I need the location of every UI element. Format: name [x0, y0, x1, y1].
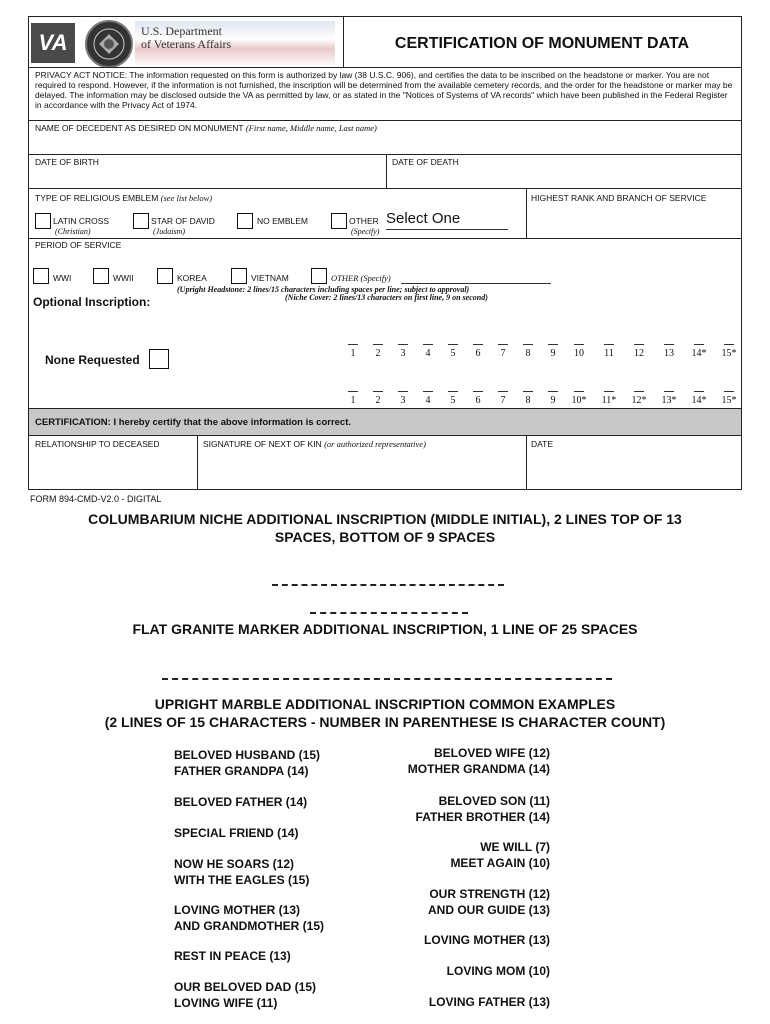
inscription-char-number: 12*: [631, 395, 647, 406]
example-line: LOVING FATHER (13): [428, 995, 550, 1009]
inscription-char-underline[interactable]: [694, 391, 704, 392]
rank-label: HIGHEST RANK AND BRANCH OF SERVICE: [531, 193, 707, 203]
dept-name: [141, 25, 231, 51]
inscription-char-number: 10: [574, 348, 584, 359]
latin-cross-checkbox[interactable]: [35, 213, 51, 229]
va-seal-icon: [85, 20, 133, 68]
inscription-char-underline[interactable]: [373, 391, 383, 392]
date-label: DATE: [531, 439, 554, 449]
korea-label: KOREA: [177, 273, 207, 283]
inscription-char-underline[interactable]: [348, 391, 358, 392]
example-inscription: [380, 994, 550, 1010]
none-requested-label: None Requested: [45, 353, 140, 367]
inscription-char-underline[interactable]: [634, 391, 644, 392]
example-line: NOW HE SOARS (12): [174, 857, 295, 871]
inscription-char-number: 9: [550, 395, 556, 406]
inscription-char-underline[interactable]: [373, 344, 383, 345]
inscription-char-number: 9: [550, 348, 556, 359]
example-line: REST IN PEACE (13): [174, 949, 291, 963]
niche-note: (Niche Cover: 2 lines/13 characters on first line, 9 on second): [285, 293, 488, 302]
emblem-label: [35, 193, 212, 203]
decedent-name-field[interactable]: [31, 135, 739, 153]
emblem-select-value: Select One: [386, 210, 461, 227]
inscription-char-underline[interactable]: [523, 344, 533, 345]
inscription-char-number: 15*: [721, 395, 737, 406]
inscription-char-number: 11: [604, 348, 614, 359]
example-line: WE WILL (7): [480, 840, 550, 854]
example-inscription: [174, 747, 320, 779]
inscription-char-number: 1: [350, 348, 356, 359]
example-inscription: [380, 932, 550, 948]
inscription-char-number: 14*: [691, 348, 707, 359]
example-inscription: [174, 794, 307, 810]
columbarium-line-1[interactable]: [272, 570, 504, 586]
example-inscription: [174, 902, 324, 934]
decedent-name-label: [35, 123, 377, 133]
no-emblem-checkbox[interactable]: [237, 213, 253, 229]
relationship-field[interactable]: [31, 451, 193, 487]
upright-title-line-1: UPRIGHT MARBLE ADDITIONAL INSCRIPTION COMMON EXAMPLES: [154, 696, 616, 712]
columbarium-line-2[interactable]: [310, 598, 468, 614]
va-logo: VA: [31, 23, 75, 63]
inscription-char-underline[interactable]: [548, 391, 558, 392]
columbarium-title: [0, 510, 770, 546]
example-line: LOVING MOTHER (13): [423, 933, 550, 947]
inscription-char-underline[interactable]: [523, 391, 533, 392]
rank-field[interactable]: [529, 205, 739, 235]
inscription-char-number: 13: [664, 348, 674, 359]
other-period-label: OTHER (Specify): [331, 273, 391, 283]
form-id: FORM 894-CMD-V2.0 - DIGITAL: [30, 494, 162, 504]
inscription-char-underline[interactable]: [634, 344, 644, 345]
other-period-field[interactable]: [401, 269, 551, 284]
example-inscription: [174, 825, 298, 841]
inscription-char-number: 15*: [721, 348, 737, 359]
inscription-char-underline[interactable]: [724, 344, 734, 345]
dept-line-1: U.S. Department: [141, 24, 222, 38]
other-period-checkbox[interactable]: [311, 268, 327, 284]
no-emblem-label: NO EMBLEM: [257, 216, 309, 226]
latin-cross-label: LATIN CROSS: [53, 216, 110, 226]
inscription-char-number: 12: [634, 348, 644, 359]
example-line: LOVING WIFE (11): [174, 996, 278, 1010]
example-inscription: [380, 839, 550, 871]
inscription-char-number: 11*: [601, 395, 617, 406]
example-line: SPECIAL FRIEND (14): [174, 826, 299, 840]
inscription-char-number: 3: [400, 348, 406, 359]
inscription-char-number: 7: [500, 348, 506, 359]
inscription-char-underline[interactable]: [498, 344, 508, 345]
wwii-checkbox[interactable]: [93, 268, 109, 284]
latin-cross-sub: (Christian): [55, 227, 91, 236]
other-emblem-sub: (Specify): [351, 227, 380, 236]
vietnam-checkbox[interactable]: [231, 268, 247, 284]
inscription-char-underline[interactable]: [498, 391, 508, 392]
other-emblem-checkbox[interactable]: [331, 213, 347, 229]
korea-checkbox[interactable]: [157, 268, 173, 284]
inscription-char-underline[interactable]: [398, 391, 408, 392]
period-label: PERIOD OF SERVICE: [35, 240, 122, 250]
example-line: AND OUR GUIDE (13): [427, 903, 550, 917]
upright-note: (Upright Headstone: 2 lines/15 characters including spaces per line; subject to approval): [177, 285, 470, 294]
inscription-char-underline[interactable]: [548, 344, 558, 345]
vietnam-label: VIETNAM: [251, 273, 289, 283]
upright-title-line-2: (2 LINES OF 15 CHARACTERS - NUMBER IN PARENTHESE IS CHARACTER COUNT): [104, 714, 666, 730]
inscription-char-number: 5: [450, 395, 456, 406]
privacy-notice: PRIVACY ACT NOTICE: The information requested on this form is authorized by law (38 U.S.C. 906), and certifies the data to be inscribed on the headstone or marker. You are not required to respond. However, if the information is not furnished, the inscription will be determined from the available cemetery records, and the order for the headstone or marker may be delayed. The information may be disclosed outside the VA as permitted by law, or as stated in the "Notices of Systems of VA records" which have been published in the Federal Register in accordance with the Privacy Act of 1974.: [35, 70, 733, 110]
signature-label: [203, 439, 426, 449]
example-inscription: [174, 856, 309, 888]
inscription-char-number: 2: [375, 395, 381, 406]
inscription-char-underline[interactable]: [664, 344, 674, 345]
inscription-char-number: 8: [525, 395, 531, 406]
example-line: WITH THE EAGLES (15): [174, 873, 310, 887]
emblem-label-text: TYPE OF RELIGIOUS EMBLEM: [35, 193, 159, 203]
example-line: BELOVED HUSBAND (15): [174, 748, 321, 762]
certification-text: CERTIFICATION: I hereby certify that the above information is correct.: [35, 417, 352, 428]
relationship-label: RELATIONSHIP TO DECEASED: [35, 439, 160, 449]
inscription-char-number: 10*: [571, 395, 587, 406]
inscription-char-underline[interactable]: [574, 344, 584, 345]
example-line: AND GRANDMOTHER (15): [174, 919, 324, 933]
date-field[interactable]: [529, 451, 739, 487]
inscription-char-number: 6: [475, 395, 481, 406]
example-inscription: [174, 948, 291, 964]
example-line: MOTHER GRANDMA (14): [407, 762, 550, 776]
inscription-char-underline[interactable]: [574, 391, 584, 392]
other-emblem-label: OTHER: [349, 216, 379, 226]
inscription-char-underline[interactable]: [724, 391, 734, 392]
signature-field[interactable]: [201, 451, 523, 487]
inscription-char-number: 2: [375, 348, 381, 359]
inscription-char-underline[interactable]: [473, 344, 483, 345]
dod-field[interactable]: [389, 168, 739, 186]
flat-granite-title: FLAT GRANITE MARKER ADDITIONAL INSCRIPTION, 1 LINE OF 25 SPACES: [132, 621, 638, 637]
inscription-char-number: 7: [500, 395, 506, 406]
inscription-char-number: 8: [525, 348, 531, 359]
inscription-char-underline[interactable]: [604, 344, 614, 345]
signature-label-text: SIGNATURE OF NEXT OF KIN: [203, 439, 322, 449]
inscription-char-underline[interactable]: [664, 391, 674, 392]
star-of-david-checkbox[interactable]: [133, 213, 149, 229]
inscription-char-number: 14*: [691, 395, 707, 406]
page-title: CERTIFICATION OF MONUMENT DATA: [394, 35, 690, 52]
decedent-name-hint: (First name, Middle name, Last name): [245, 123, 377, 133]
example-line: BELOVED WIFE (12): [433, 746, 550, 760]
signature-hint: (or authorized representative): [324, 439, 426, 449]
example-inscription: [380, 745, 550, 777]
dob-label: DATE OF BIRTH: [35, 157, 99, 167]
columbarium-title-line-1: COLUMBARIUM NICHE ADDITIONAL INSCRIPTION (MIDDLE INITIAL), 2 LINES TOP OF 13: [88, 511, 682, 527]
wwi-checkbox[interactable]: [33, 268, 49, 284]
columbarium-title-line-2: SPACES, BOTTOM OF 9 SPACES: [274, 529, 496, 545]
wwii-label: WWII: [113, 273, 134, 283]
example-line: LOVING MOM (10): [446, 964, 550, 978]
inscription-char-underline[interactable]: [604, 391, 614, 392]
inscription-char-number: 6: [475, 348, 481, 359]
inscription-char-number: 4: [425, 348, 431, 359]
inscription-char-underline[interactable]: [473, 391, 483, 392]
dob-field[interactable]: [31, 168, 381, 186]
example-line: BELOVED SON (11): [438, 794, 550, 808]
upright-title: [0, 695, 770, 731]
star-of-david-label: STAR OF DAVID: [151, 216, 215, 226]
example-inscription: [174, 979, 316, 1011]
none-requested-checkbox[interactable]: [149, 349, 169, 369]
inscription-char-underline[interactable]: [398, 344, 408, 345]
example-line: OUR BELOVED DAD (15): [174, 980, 317, 994]
example-line: FATHER BROTHER (14): [415, 810, 550, 824]
example-line: OUR STRENGTH (12): [429, 887, 550, 901]
emblem-hint: (see list below): [160, 193, 213, 203]
inscription-char-underline[interactable]: [448, 344, 458, 345]
inscription-char-number: 3: [400, 395, 406, 406]
example-inscription: [380, 886, 550, 918]
emblem-select[interactable]: [386, 210, 508, 230]
inscription-char-underline[interactable]: [348, 344, 358, 345]
example-line: LOVING MOTHER (13): [174, 903, 301, 917]
monument-form: [28, 16, 742, 490]
inscription-char-number: 1: [350, 395, 356, 406]
inscription-char-number: 4: [425, 395, 431, 406]
example-line: FATHER GRANDPA (14): [174, 764, 309, 778]
inscription-char-number: 5: [450, 348, 456, 359]
flat-granite-line[interactable]: [162, 664, 612, 680]
star-of-david-sub: (Judaism): [153, 227, 185, 236]
inscription-char-underline[interactable]: [694, 344, 704, 345]
example-line: BELOVED FATHER (14): [174, 795, 308, 809]
dept-line-2: of Veterans Affairs: [141, 37, 232, 51]
optional-inscription-label: Optional Inscription:: [33, 295, 151, 309]
inscription-char-underline[interactable]: [423, 391, 433, 392]
example-line: MEET AGAIN (10): [450, 856, 550, 870]
inscription-char-underline[interactable]: [423, 344, 433, 345]
wwi-label: WWI: [53, 273, 72, 283]
example-inscription: [380, 963, 550, 979]
example-inscription: [380, 793, 550, 825]
inscription-char-number: 13*: [661, 395, 677, 406]
inscription-char-underline[interactable]: [448, 391, 458, 392]
dod-label: DATE OF DEATH: [392, 157, 459, 167]
decedent-name-label-text: NAME OF DECEDENT AS DESIRED ON MONUMENT: [35, 123, 244, 133]
